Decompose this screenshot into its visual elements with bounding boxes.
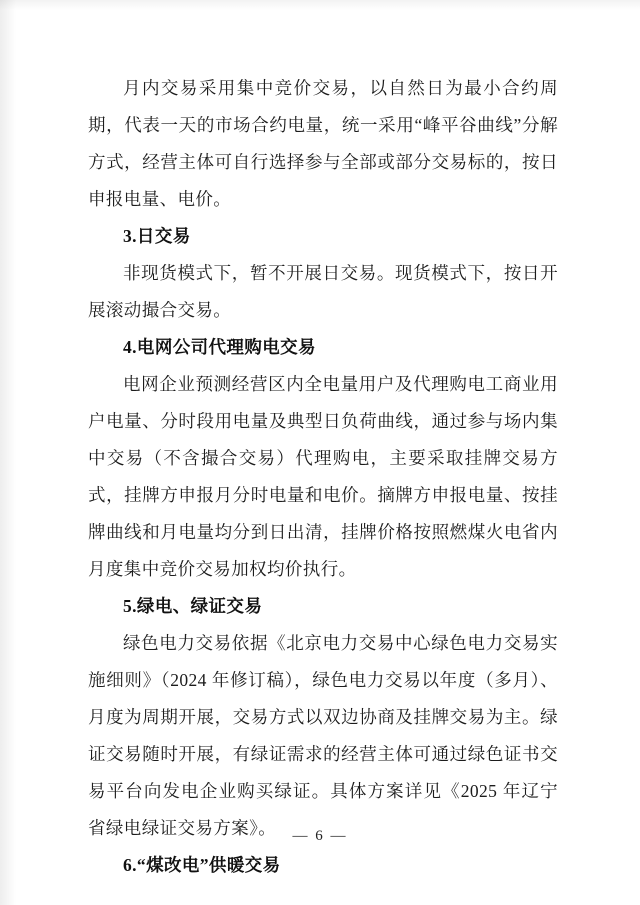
- paragraph: 非现货模式下，暂不开展日交易。现货模式下，按日开展滚动撮合交易。: [88, 263, 558, 320]
- paragraph: 月内交易采用集中竞价交易，以自然日为最小合约周期，代表一天的市场合约电量，统一采用“峰平谷曲线”分解方式，经营主体可自行选择参与全部或部分交易标的，按日申报电量、电价。: [88, 78, 558, 209]
- section-heading: 4.电网公司代理购电交易: [123, 337, 316, 357]
- paragraph: 电网企业预测经营区内全电量用户及代理购电工商业用户电量、分时段用电量及典型日负荷曲线，通过参与场内集中交易（不含撮合交易）代理购电，主要采取挂牌交易方式，挂牌方申报月分时电量和电价。摘牌方申报电量、按挂牌曲线和月电量均分到日出清，挂牌价格按照燃煤火电省内月度集中竞价交易加权均价执行。: [88, 374, 558, 579]
- page-edge-shading-left: [0, 0, 16, 905]
- page-edge-shading-top: [0, 0, 640, 10]
- section-heading: 6.“煤改电”供暖交易: [123, 855, 281, 875]
- document-body: [88, 70, 558, 884]
- section-heading: 5.绿电、绿证交易: [123, 596, 263, 616]
- page-number: — 6 —: [292, 828, 348, 844]
- section-heading: 3.日交易: [123, 226, 191, 246]
- paragraph: 绿色电力交易依据《北京电力交易中心绿色电力交易实施细则》（2024 年修订稿），绿色电力交易以年度（多月）、月度为周期开展，交易方式以双边协商及挂牌交易为主。绿证交易随时开展，有绿证需求的经营主体可通过绿色证书交易平台向发电企业购买绿证。具体方案详见《2025 年辽宁省绿电绿证交易方案》。: [88, 633, 558, 838]
